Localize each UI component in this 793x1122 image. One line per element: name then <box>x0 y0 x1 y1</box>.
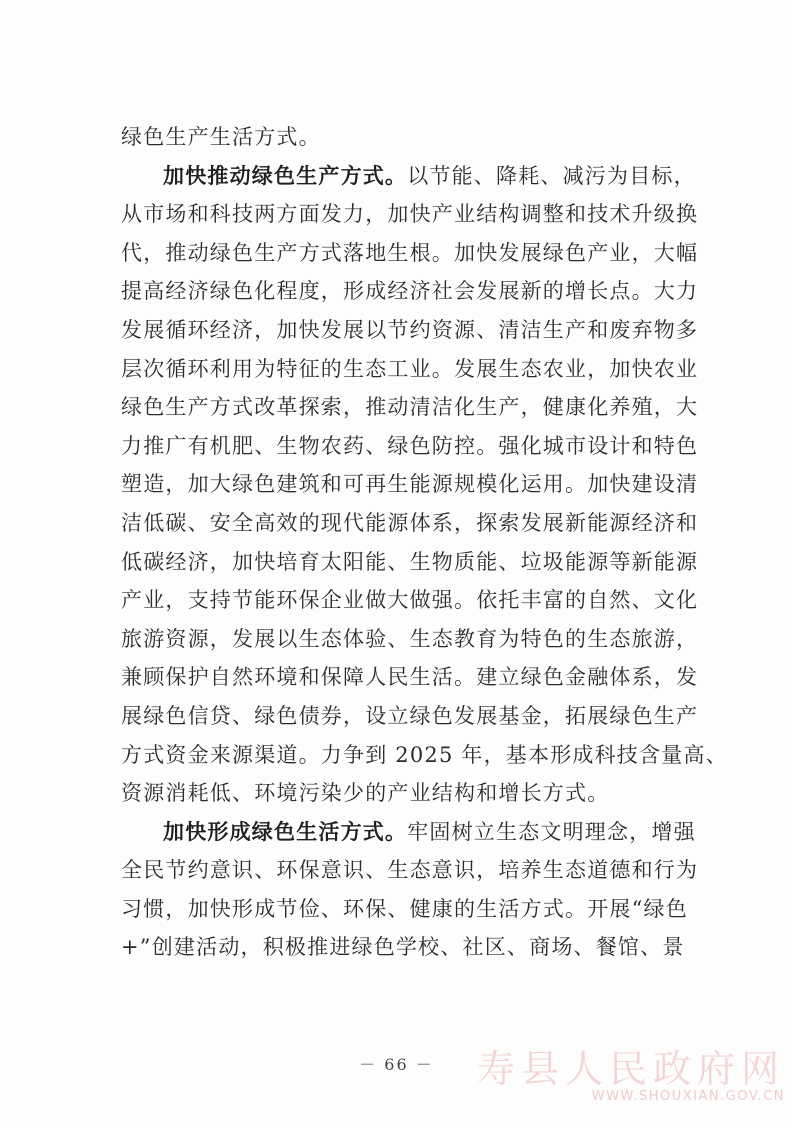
text-line <box>121 118 681 157</box>
text-line <box>121 234 699 273</box>
line-text: 绿色生产生活方式。 <box>121 125 321 149</box>
paragraph-heading: 加快形成绿色生活方式。 <box>163 818 408 844</box>
text-line <box>121 697 699 736</box>
line-text: 塑造，加大绿色建筑和可再生能源规模化运用。加快建设清 <box>121 472 699 497</box>
text-line <box>121 658 699 697</box>
line-text: 旅游资源，发展以生态体验、生态教育为特色的生态旅游， <box>121 626 699 651</box>
line-text: 习惯，加快形成节俭、环保、健康的生活方式。开展“绿色 <box>121 896 688 921</box>
text-line <box>121 736 728 775</box>
line-text: 低碳经济，加快培育太阳能、生物质能、垃圾能源等新能源 <box>121 549 699 574</box>
text-line <box>121 504 699 543</box>
text-line <box>121 465 699 504</box>
line-text: 提高经济绿色化程度，形成经济社会发展新的增长点。大力 <box>121 279 699 304</box>
watermark-title: 寿县人民政府网 <box>476 1047 785 1091</box>
line-text: +”创建活动，积极推进绿色学校、社区、商场、餐馆、景 <box>121 935 685 960</box>
text-line <box>121 543 699 582</box>
text-line <box>121 890 688 929</box>
text-line <box>121 813 696 852</box>
text-line <box>121 851 699 890</box>
paragraph-heading: 加快推动绿色生产方式。 <box>163 162 408 188</box>
line-text: 力推广有机肥、生物农药、绿色防控。强化城市设计和特色 <box>121 433 699 458</box>
line-text: 以节能、降耗、减污为目标， <box>407 163 696 188</box>
line-text: 兼顾保护自然环境和保障人民生活。建立绿色金融体系，发 <box>121 665 699 690</box>
text-line <box>121 272 699 311</box>
text-line <box>121 157 696 196</box>
text-line <box>121 350 699 389</box>
text-line <box>121 620 699 659</box>
line-text: 代，推动绿色生产方式落地生根。加快发展绿色产业，大幅 <box>121 240 699 265</box>
text-line <box>121 195 699 234</box>
line-text: 方式资金来源渠道。力争到 2025 年，基本形成科技含量高、 <box>121 742 728 767</box>
line-text: 洁低碳、安全高效的现代能源体系，探索发展新能源经济和 <box>121 510 699 535</box>
line-text: 牢固树立生态文明理念，增强 <box>407 819 696 844</box>
text-line <box>121 928 685 967</box>
line-text: 绿色生产方式改革探索，推动清洁化生产，健康化养殖，大 <box>121 395 699 420</box>
text-line <box>121 581 699 620</box>
body-text <box>121 118 728 967</box>
text-line <box>121 311 699 350</box>
line-text: 产业，支持节能环保企业做大做强。依托丰富的自然、文化 <box>121 588 699 613</box>
line-text: 展绿色信贷、绿色债券，设立绿色发展基金，拓展绿色生产 <box>121 703 699 728</box>
line-text: 发展循环经济，加快发展以节约资源、清洁生产和废弃物多 <box>121 317 699 342</box>
line-text: 全民节约意识、环保意识、生态意识，培养生态道德和行为 <box>121 858 699 883</box>
site-watermark <box>477 1049 785 1104</box>
text-line <box>121 388 699 427</box>
line-text: 资源消耗低、环境污染少的产业结构和增长方式。 <box>121 781 610 806</box>
page-number: － 66 － <box>359 1055 434 1074</box>
text-line <box>121 427 699 466</box>
line-text: 从市场和科技两方面发力，加快产业结构调整和技术升级换 <box>121 202 699 227</box>
text-line <box>121 774 681 813</box>
line-text: 层次循环利用为特征的生态工业。发展生态农业，加快农业 <box>121 356 699 381</box>
watermark-url: WWW.SHOUXIAN.GOV.CN <box>591 1089 785 1104</box>
